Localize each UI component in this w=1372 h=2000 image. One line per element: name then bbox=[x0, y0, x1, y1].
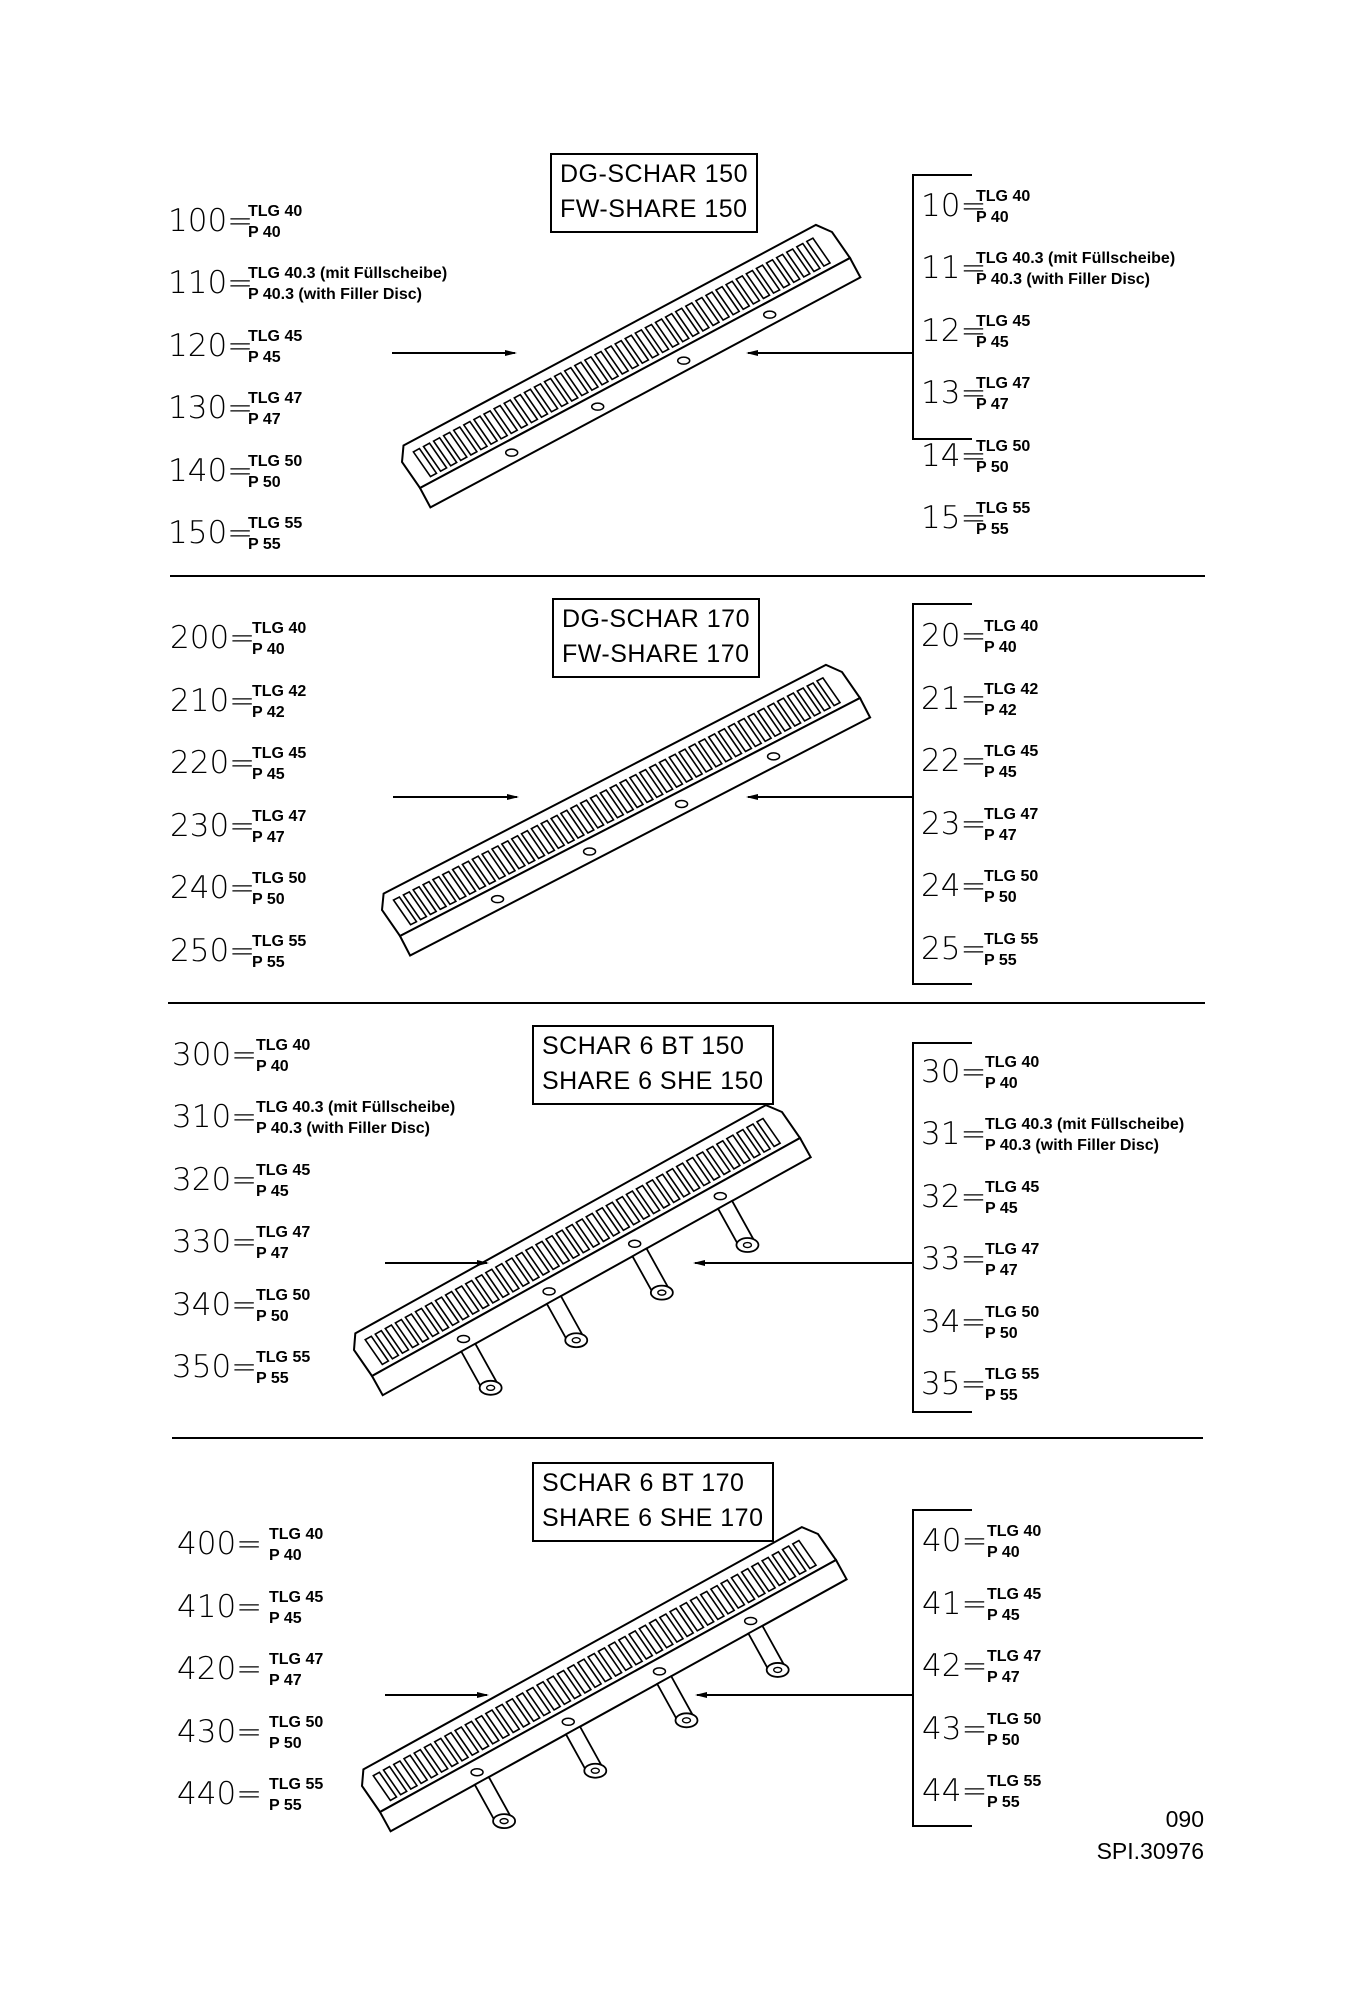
p-label: P 47 bbox=[987, 1669, 1020, 1687]
tlg-label: TLG 55 bbox=[248, 515, 303, 532]
part-code: 140= bbox=[168, 452, 254, 489]
tlg-label: TLG 47 bbox=[987, 1648, 1042, 1666]
share-rail bbox=[372, 1138, 811, 1395]
part-code: 34= bbox=[921, 1303, 987, 1340]
share-hole bbox=[629, 1240, 641, 1247]
part-description bbox=[984, 866, 1038, 908]
part-description bbox=[984, 679, 1038, 721]
part-code: 230= bbox=[170, 807, 256, 844]
part-code: 44= bbox=[922, 1773, 988, 1810]
part-description bbox=[248, 263, 447, 305]
share-title-line: DG-SCHAR 170 bbox=[562, 605, 750, 633]
tlg-label: TLG 40 bbox=[985, 1054, 1040, 1071]
share-rail bbox=[420, 258, 860, 507]
tlg-label: TLG 47 bbox=[256, 1224, 311, 1242]
drawing-number: SPI.30976 bbox=[1096, 1838, 1204, 1864]
part-code: 15= bbox=[921, 500, 987, 536]
tlg-label: TLG 55 bbox=[987, 1773, 1042, 1791]
lug-hole bbox=[658, 1290, 666, 1295]
tlg-label: TLG 55 bbox=[976, 500, 1031, 517]
part-code: 13= bbox=[921, 375, 987, 412]
part-description bbox=[252, 618, 306, 660]
part-code: 420= bbox=[177, 1651, 263, 1688]
part-description bbox=[987, 1584, 1041, 1626]
part-code: 320= bbox=[172, 1161, 258, 1198]
p-label: P 40.3 (with Filler Disc) bbox=[985, 1137, 1159, 1155]
share-title-line: DG-SCHAR 150 bbox=[560, 160, 748, 188]
tlg-label: TLG 45 bbox=[256, 1161, 311, 1179]
tlg-label: TLG 40 bbox=[248, 203, 303, 220]
page-number: 090 bbox=[1165, 1806, 1204, 1832]
part-description bbox=[252, 806, 306, 848]
part-code: 300= bbox=[172, 1037, 258, 1073]
tlg-label: TLG 47 bbox=[269, 1651, 324, 1669]
part-description bbox=[252, 931, 306, 973]
lug-hole bbox=[682, 1718, 690, 1723]
part-description bbox=[987, 1521, 1041, 1563]
part-code: 440= bbox=[177, 1776, 263, 1813]
p-label: P 50 bbox=[252, 891, 285, 909]
tlg-label: TLG 47 bbox=[985, 1241, 1040, 1259]
part-description bbox=[985, 1302, 1039, 1344]
part-code: 150= bbox=[168, 515, 254, 551]
p-label: P 50 bbox=[984, 889, 1017, 907]
tlg-label: TLG 45 bbox=[984, 743, 1039, 761]
part-description bbox=[248, 513, 302, 555]
part-description bbox=[269, 1712, 323, 1754]
p-label: P 40 bbox=[256, 1058, 289, 1075]
part-code: 220= bbox=[170, 745, 256, 782]
part-code: 12= bbox=[921, 312, 987, 349]
share-title-line: SHARE 6 SHE 170 bbox=[542, 1504, 764, 1532]
tlg-label: TLG 40.3 (mit Füllscheibe) bbox=[985, 1116, 1185, 1134]
p-label: P 45 bbox=[976, 333, 1009, 351]
share-rail bbox=[400, 698, 870, 956]
p-label: P 45 bbox=[248, 348, 281, 366]
tlg-label: TLG 50 bbox=[269, 1713, 324, 1731]
share-title-box bbox=[552, 598, 760, 678]
part-code: 200= bbox=[170, 620, 256, 656]
p-label: P 40 bbox=[976, 209, 1009, 226]
tlg-label: TLG 47 bbox=[976, 375, 1031, 393]
part-code: 23= bbox=[921, 805, 987, 842]
p-label: P 47 bbox=[248, 411, 281, 429]
tlg-label: TLG 55 bbox=[252, 933, 307, 950]
part-code: 240= bbox=[170, 870, 256, 907]
arrowhead bbox=[693, 1260, 705, 1266]
share-hole bbox=[745, 1617, 757, 1624]
part-code: 30= bbox=[921, 1054, 987, 1090]
p-label: P 45 bbox=[269, 1609, 302, 1627]
tlg-label: TLG 40 bbox=[984, 618, 1039, 635]
p-label: P 50 bbox=[248, 473, 281, 491]
share-hole bbox=[678, 357, 690, 364]
share-title-box bbox=[532, 1025, 774, 1105]
part-description bbox=[987, 1646, 1041, 1688]
lug-hole bbox=[487, 1385, 495, 1390]
arrowhead bbox=[695, 1692, 707, 1698]
part-description bbox=[256, 1222, 310, 1264]
part-code: 430= bbox=[177, 1713, 263, 1750]
share-title-line: SCHAR 6 BT 170 bbox=[542, 1469, 745, 1497]
part-code: 22= bbox=[921, 743, 987, 780]
part-code: 410= bbox=[177, 1588, 263, 1625]
part-code: 33= bbox=[921, 1241, 987, 1278]
part-code: 32= bbox=[921, 1178, 987, 1215]
part-description bbox=[269, 1649, 323, 1691]
p-label: P 50 bbox=[256, 1307, 289, 1325]
lug-hole bbox=[774, 1667, 782, 1672]
share-title-box bbox=[532, 1462, 774, 1542]
lug-hole bbox=[572, 1338, 580, 1343]
p-label: P 40 bbox=[987, 1544, 1020, 1561]
tlg-label: TLG 50 bbox=[976, 437, 1031, 455]
tlg-label: TLG 45 bbox=[985, 1178, 1040, 1196]
share-part-drawing bbox=[402, 225, 860, 508]
p-label: P 40.3 (with Filler Disc) bbox=[256, 1120, 430, 1138]
arrowhead bbox=[477, 1692, 489, 1698]
lug-hole bbox=[743, 1243, 751, 1248]
p-label: P 50 bbox=[269, 1734, 302, 1752]
part-description bbox=[976, 436, 1030, 478]
share-title-line: FW-SHARE 170 bbox=[562, 640, 750, 668]
share-title-line: FW-SHARE 150 bbox=[560, 195, 748, 223]
part-description bbox=[985, 1177, 1039, 1219]
share-title-box bbox=[550, 153, 758, 233]
tlg-label: TLG 45 bbox=[976, 312, 1031, 330]
part-description bbox=[252, 868, 306, 910]
share-hole bbox=[584, 848, 596, 855]
part-description bbox=[987, 1709, 1041, 1751]
part-code: 41= bbox=[922, 1585, 988, 1622]
part-description bbox=[976, 498, 1030, 540]
p-label: P 55 bbox=[248, 536, 281, 553]
right-bracket bbox=[912, 1042, 972, 1413]
part-description bbox=[984, 929, 1038, 971]
p-label: P 55 bbox=[987, 1794, 1020, 1812]
tlg-label: TLG 45 bbox=[252, 745, 307, 763]
tlg-label: TLG 50 bbox=[248, 452, 303, 470]
part-code: 110= bbox=[168, 265, 254, 302]
part-code: 100= bbox=[168, 203, 254, 239]
share-part-drawing bbox=[354, 1105, 811, 1395]
tlg-label: TLG 40 bbox=[256, 1037, 311, 1054]
part-description bbox=[252, 743, 306, 785]
share-hole bbox=[562, 1718, 574, 1725]
section-divider bbox=[168, 1002, 1205, 1004]
part-code: 20= bbox=[921, 618, 987, 654]
part-description bbox=[256, 1035, 310, 1077]
share-part-drawing bbox=[362, 1527, 847, 1831]
section-divider bbox=[172, 1437, 1203, 1439]
tlg-label: TLG 50 bbox=[984, 868, 1039, 886]
tlg-label: TLG 55 bbox=[269, 1776, 324, 1794]
tlg-label: TLG 40 bbox=[269, 1526, 324, 1543]
tlg-label: TLG 40 bbox=[987, 1523, 1042, 1540]
part-description bbox=[976, 186, 1030, 228]
tlg-label: TLG 50 bbox=[985, 1303, 1040, 1321]
p-label: P 42 bbox=[252, 703, 285, 721]
share-title-line: SHARE 6 SHE 150 bbox=[542, 1067, 764, 1095]
part-description bbox=[976, 311, 1030, 353]
lug-hole bbox=[500, 1819, 508, 1824]
share-hole bbox=[764, 311, 776, 318]
share-hole bbox=[457, 1335, 469, 1342]
p-label: P 45 bbox=[252, 766, 285, 784]
part-code: 43= bbox=[922, 1710, 988, 1747]
share-hole bbox=[543, 1288, 555, 1295]
tlg-label: TLG 50 bbox=[252, 870, 307, 888]
tlg-label: TLG 50 bbox=[987, 1710, 1042, 1728]
part-description bbox=[256, 1160, 310, 1202]
tlg-label: TLG 55 bbox=[256, 1349, 311, 1366]
p-label: P 42 bbox=[984, 701, 1017, 719]
part-code: 400= bbox=[177, 1526, 263, 1562]
share-hole bbox=[768, 753, 780, 760]
part-description bbox=[269, 1774, 323, 1816]
part-description bbox=[256, 1285, 310, 1327]
share-title-line: SCHAR 6 BT 150 bbox=[542, 1032, 745, 1060]
share-hole bbox=[714, 1193, 726, 1200]
p-label: P 55 bbox=[985, 1387, 1018, 1404]
part-code: 24= bbox=[921, 868, 987, 905]
p-label: P 45 bbox=[985, 1199, 1018, 1217]
part-description bbox=[256, 1097, 455, 1139]
part-description bbox=[269, 1587, 323, 1629]
part-code: 25= bbox=[921, 931, 987, 967]
part-code: 310= bbox=[172, 1099, 258, 1136]
tlg-label: TLG 45 bbox=[987, 1585, 1042, 1603]
part-description bbox=[248, 201, 302, 243]
share-hole bbox=[676, 800, 688, 807]
p-label: P 55 bbox=[252, 954, 285, 971]
p-label: P 50 bbox=[976, 458, 1009, 476]
part-code: 250= bbox=[170, 933, 256, 969]
part-description bbox=[985, 1239, 1039, 1281]
p-label: P 47 bbox=[985, 1262, 1018, 1280]
part-description bbox=[248, 388, 302, 430]
tlg-label: TLG 40.3 (mit Füllscheibe) bbox=[976, 250, 1176, 268]
arrowhead bbox=[505, 350, 517, 356]
p-label: P 47 bbox=[269, 1672, 302, 1690]
part-code: 40= bbox=[922, 1523, 988, 1559]
part-code: 350= bbox=[172, 1349, 258, 1385]
share-hole bbox=[506, 449, 518, 456]
part-code: 210= bbox=[170, 682, 256, 719]
share-part-drawing bbox=[382, 665, 870, 956]
part-description bbox=[985, 1052, 1039, 1094]
tlg-label: TLG 55 bbox=[984, 931, 1039, 948]
share-hole bbox=[653, 1668, 665, 1675]
p-label: P 55 bbox=[984, 952, 1017, 969]
share-hole bbox=[471, 1769, 483, 1776]
p-label: P 45 bbox=[987, 1606, 1020, 1624]
tlg-label: TLG 45 bbox=[269, 1588, 324, 1606]
part-description bbox=[985, 1114, 1184, 1156]
part-code: 130= bbox=[168, 390, 254, 427]
part-code: 10= bbox=[921, 188, 987, 224]
p-label: P 55 bbox=[976, 521, 1009, 538]
p-label: P 45 bbox=[984, 764, 1017, 782]
tlg-label: TLG 55 bbox=[985, 1366, 1040, 1383]
part-description bbox=[984, 616, 1038, 658]
p-label: P 40 bbox=[252, 641, 285, 658]
part-description bbox=[269, 1524, 323, 1566]
p-label: P 50 bbox=[987, 1731, 1020, 1749]
arrowhead bbox=[746, 794, 758, 800]
p-label: P 55 bbox=[269, 1797, 302, 1815]
part-code: 120= bbox=[168, 327, 254, 364]
part-description bbox=[252, 681, 306, 723]
share-hole bbox=[492, 896, 504, 903]
part-description bbox=[987, 1771, 1041, 1813]
section-divider bbox=[170, 575, 1205, 577]
part-code: 21= bbox=[921, 680, 987, 717]
lug-hole bbox=[591, 1768, 599, 1773]
p-label: P 40 bbox=[984, 639, 1017, 656]
part-code: 31= bbox=[921, 1116, 987, 1153]
part-code: 340= bbox=[172, 1286, 258, 1323]
tlg-label: TLG 40 bbox=[252, 620, 307, 637]
arrowhead bbox=[746, 350, 758, 356]
p-label: P 47 bbox=[256, 1245, 289, 1263]
part-code: 14= bbox=[921, 437, 987, 474]
tlg-label: TLG 47 bbox=[248, 390, 303, 408]
part-description bbox=[976, 248, 1175, 290]
part-description bbox=[256, 1347, 310, 1389]
tlg-label: TLG 40.3 (mit Füllscheibe) bbox=[248, 265, 448, 283]
tlg-label: TLG 50 bbox=[256, 1286, 311, 1304]
part-description bbox=[976, 373, 1030, 415]
part-description bbox=[248, 451, 302, 493]
p-label: P 47 bbox=[252, 828, 285, 846]
tlg-label: TLG 45 bbox=[248, 327, 303, 345]
p-label: P 47 bbox=[976, 396, 1009, 414]
arrowhead bbox=[507, 794, 519, 800]
p-label: P 40 bbox=[269, 1547, 302, 1564]
tlg-label: TLG 42 bbox=[984, 680, 1039, 698]
part-code: 42= bbox=[922, 1648, 988, 1685]
part-description bbox=[984, 741, 1038, 783]
p-label: P 55 bbox=[256, 1370, 289, 1387]
tlg-label: TLG 42 bbox=[252, 682, 307, 700]
part-description bbox=[985, 1364, 1039, 1406]
p-label: P 40.3 (with Filler Disc) bbox=[248, 286, 422, 304]
p-label: P 45 bbox=[256, 1182, 289, 1200]
tlg-label: TLG 40 bbox=[976, 188, 1031, 205]
p-label: P 47 bbox=[984, 826, 1017, 844]
tlg-label: TLG 40.3 (mit Füllscheibe) bbox=[256, 1099, 456, 1117]
p-label: P 40 bbox=[985, 1075, 1018, 1092]
part-code: 11= bbox=[921, 250, 987, 287]
part-code: 330= bbox=[172, 1224, 258, 1261]
part-description bbox=[984, 804, 1038, 846]
part-code: 35= bbox=[921, 1366, 987, 1402]
tlg-label: TLG 47 bbox=[252, 807, 307, 825]
tlg-label: TLG 47 bbox=[984, 805, 1039, 823]
p-label: P 40.3 (with Filler Disc) bbox=[976, 271, 1150, 289]
p-label: P 50 bbox=[985, 1324, 1018, 1342]
part-description bbox=[248, 326, 302, 368]
share-hole bbox=[592, 403, 604, 410]
p-label: P 40 bbox=[248, 224, 281, 241]
